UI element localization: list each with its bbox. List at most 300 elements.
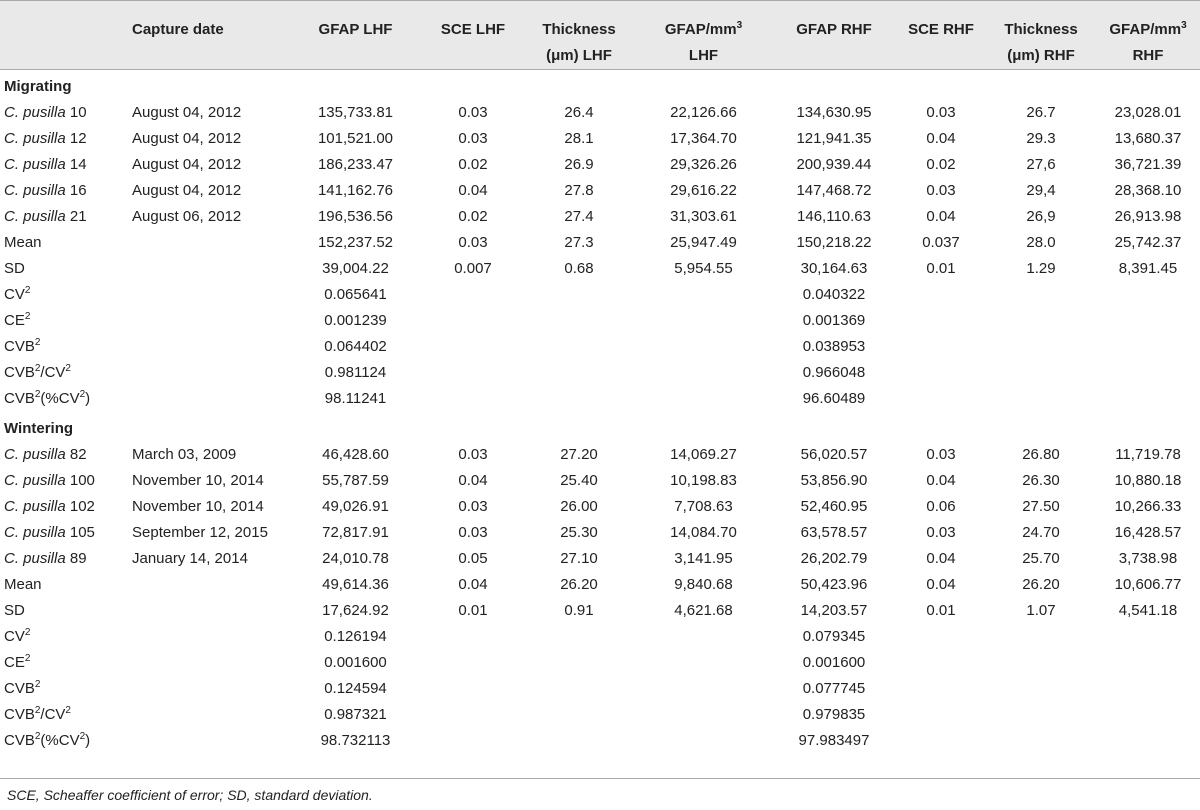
- value-cell: 0.03: [926, 524, 956, 541]
- stat-value-cell: [635, 386, 772, 412]
- value-cell: 14,069.27: [670, 446, 737, 463]
- column-header-5: [635, 0, 772, 70]
- table-row: [0, 468, 1200, 494]
- empty-cell: [128, 702, 288, 728]
- value-cell: 7,708.63: [674, 498, 733, 515]
- stat-value-cell: 25,742.37: [1114, 234, 1182, 251]
- value-cell: 0.02: [458, 208, 488, 225]
- empty-cell: [128, 650, 288, 676]
- value-cell: 0.04: [926, 208, 956, 225]
- stat-value-cell: 25,947.49: [670, 234, 737, 251]
- stat-value-cell: 98.732113: [320, 732, 391, 749]
- stat-value-cell: [523, 360, 635, 386]
- stat-row: [0, 598, 1200, 624]
- value-cell: 0.03: [458, 104, 488, 121]
- stat-label-cell: [0, 308, 128, 334]
- empty-cell: [128, 728, 288, 754]
- value-cell: 0.03: [458, 498, 488, 515]
- stat-value-cell: 0.01: [458, 602, 488, 619]
- stat-value-cell: [1096, 360, 1200, 386]
- value-cell: 13,680.37: [1114, 130, 1182, 147]
- stat-value-cell: 0.01: [926, 260, 956, 277]
- stat-label: CE: [4, 654, 25, 671]
- stat-label-cell: [0, 676, 128, 702]
- stat-value-cell: [635, 308, 772, 334]
- value-cell: 25.70: [1022, 550, 1060, 567]
- value-cell: 26.00: [560, 498, 598, 515]
- specimen-id: 82: [69, 446, 87, 463]
- stat-value-cell: [986, 360, 1096, 386]
- stat-value-cell: 0.91: [564, 602, 594, 619]
- value-cell: 0.04: [926, 472, 956, 489]
- stat-row: [0, 650, 1200, 676]
- species-name: C. pusilla: [4, 498, 66, 515]
- stat-label-cell: [0, 334, 128, 360]
- stat-value-cell: [986, 334, 1096, 360]
- stat-value-cell: 150,218.22: [796, 234, 872, 251]
- stat-value-cell: 8,391.45: [1118, 260, 1178, 277]
- species-name: C. pusilla: [4, 130, 66, 147]
- empty-cell: [128, 282, 288, 308]
- stat-label-cell: [0, 572, 128, 598]
- value-cell: 0.05: [458, 550, 488, 567]
- specimen-cell: [0, 494, 128, 520]
- value-cell: 26,202.79: [800, 550, 868, 567]
- stat-row: [0, 282, 1200, 308]
- value-cell: 36,721.39: [1114, 156, 1182, 173]
- stat-label: Mean: [4, 576, 42, 593]
- stat-value-cell: [635, 650, 772, 676]
- stat-value-cell: 0.037: [922, 234, 960, 251]
- table-row: [0, 520, 1200, 546]
- value-cell: 146,110.63: [797, 208, 871, 225]
- stat-label: Mean: [4, 234, 42, 251]
- stat-label-cell: [0, 282, 128, 308]
- stat-value-cell: [635, 360, 772, 386]
- stat-value-cell: [635, 676, 772, 702]
- table-row: [0, 100, 1200, 126]
- value-cell: 26.30: [1022, 472, 1060, 489]
- stat-value-cell: 0.966048: [802, 364, 866, 381]
- empty-cell: [128, 572, 288, 598]
- stat-value-cell: 0.001600: [324, 654, 387, 671]
- stat-value-cell: 96.60489: [802, 390, 866, 407]
- stat-label-sup2: 2: [79, 731, 86, 742]
- stat-value-cell: [986, 676, 1096, 702]
- stat-label-tail: (%CV: [40, 390, 80, 407]
- stat-value-cell: [635, 624, 772, 650]
- stat-value-cell: 27.3: [564, 234, 594, 251]
- stat-label-cell: [0, 230, 128, 256]
- stat-value-cell: [1096, 702, 1200, 728]
- stat-value-cell: 98.11241: [324, 390, 387, 407]
- stat-value-cell: 1.29: [1026, 260, 1056, 277]
- value-cell: 0.06: [926, 498, 956, 515]
- stat-value-cell: [1096, 282, 1200, 308]
- stat-value-cell: [896, 676, 986, 702]
- stat-label-cell: [0, 650, 128, 676]
- value-cell: 14,084.70: [670, 524, 737, 541]
- value-cell: 26.80: [1022, 446, 1060, 463]
- stat-value-cell: 30,164.63: [800, 260, 868, 277]
- empty-cell: [128, 676, 288, 702]
- value-cell: 0.04: [926, 130, 956, 147]
- value-cell: 0.03: [926, 104, 956, 121]
- capture-date-cell: March 03, 2009: [132, 446, 237, 463]
- stat-label: CVB: [4, 338, 35, 355]
- stat-value-cell: [423, 360, 523, 386]
- specimen-cell: [0, 178, 128, 204]
- stat-value-cell: [635, 282, 772, 308]
- value-cell: 72,817.91: [322, 524, 389, 541]
- stat-value-cell: 152,237.52: [317, 234, 394, 251]
- value-cell: 27.50: [1022, 498, 1060, 515]
- value-cell: 0.03: [926, 182, 956, 199]
- stat-value-cell: [423, 334, 523, 360]
- stat-value-cell: 0.124594: [324, 680, 387, 697]
- stat-value-cell: [423, 282, 523, 308]
- stat-value-cell: 0.04: [458, 576, 488, 593]
- value-cell: 17,364.70: [670, 130, 737, 147]
- stat-value-cell: 97.983497: [798, 732, 870, 749]
- value-cell: 26,913.98: [1114, 208, 1182, 225]
- empty-cell: [128, 230, 288, 256]
- capture-date-cell: November 10, 2014: [132, 472, 264, 489]
- empty-cell: [128, 256, 288, 282]
- specimen-id: 10: [69, 104, 87, 121]
- specimen-cell: [0, 126, 128, 152]
- value-cell: 52,460.95: [800, 498, 868, 515]
- value-cell: 27,6: [1026, 156, 1056, 173]
- stat-value-cell: 0.979835: [802, 706, 866, 723]
- value-cell: 141,162.76: [317, 182, 394, 199]
- stat-value-cell: 0.079345: [802, 628, 866, 645]
- footnote: SCE, Scheaffer coefficient of error; SD, standard deviation.: [7, 787, 373, 803]
- column-header-text2: RHF: [1132, 47, 1164, 64]
- table-row: [0, 494, 1200, 520]
- value-cell: 25.40: [560, 472, 598, 489]
- specimen-id: 100: [69, 472, 95, 489]
- value-cell: 16,428.57: [1114, 524, 1182, 541]
- stat-label-cell: [0, 702, 128, 728]
- stat-value-cell: [423, 386, 523, 412]
- value-cell: 55,787.59: [322, 472, 389, 489]
- stat-label-sup: 2: [34, 363, 41, 374]
- stat-value-cell: [423, 728, 523, 754]
- value-cell: 53,856.90: [800, 472, 868, 489]
- header-row: [0, 0, 1200, 70]
- value-cell: 135,733.81: [317, 104, 394, 121]
- column-header-sup: 3: [736, 20, 743, 31]
- specimen-cell: [0, 100, 128, 126]
- stat-value-cell: 0.01: [926, 602, 956, 619]
- stat-label-tail: /CV: [40, 706, 66, 723]
- stat-label-sup: 2: [24, 653, 31, 664]
- value-cell: 0.03: [458, 446, 488, 463]
- stat-label-sup: 2: [34, 337, 41, 348]
- stat-row: [0, 728, 1200, 754]
- value-cell: 27.10: [560, 550, 598, 567]
- stat-label-sup2: 2: [65, 705, 71, 716]
- stat-value-cell: 0.03: [458, 234, 488, 251]
- value-cell: 196,536.56: [317, 208, 394, 225]
- specimen-cell: [0, 442, 128, 468]
- value-cell: 200,939.44: [796, 156, 872, 173]
- value-cell: 24,010.78: [322, 550, 389, 567]
- column-header-6: [772, 0, 896, 70]
- column-header-text: Thickness (μm) RHF: [1004, 21, 1078, 64]
- value-cell: 28,368.10: [1114, 182, 1182, 199]
- specimen-cell: [0, 152, 128, 178]
- species-name: C. pusilla: [4, 472, 66, 489]
- specimen-id: 12: [69, 130, 87, 147]
- value-cell: 63,578.57: [800, 524, 868, 541]
- stat-value-cell: [1096, 308, 1200, 334]
- stat-row: [0, 360, 1200, 386]
- stat-value-cell: 26.20: [1022, 576, 1060, 593]
- stat-value-cell: [635, 702, 772, 728]
- capture-date-cell: January 14, 2014: [132, 550, 248, 567]
- value-cell: 24.70: [1022, 524, 1060, 541]
- specimen-cell: [0, 546, 128, 572]
- stat-row: [0, 256, 1200, 282]
- stat-value-cell: [896, 386, 986, 412]
- specimen-id: 89: [69, 550, 87, 567]
- column-header-8: [986, 0, 1096, 70]
- value-cell: 29,326.26: [670, 156, 737, 173]
- stat-label-cell: [0, 256, 128, 282]
- stat-value-cell: 4,621.68: [674, 602, 733, 619]
- stat-label: CV: [4, 286, 25, 303]
- stat-value-cell: [986, 308, 1096, 334]
- table-row: [0, 442, 1200, 468]
- stat-value-cell: [423, 702, 523, 728]
- species-name: C. pusilla: [4, 208, 66, 225]
- column-header-text: Capture date: [132, 21, 224, 38]
- stat-value-cell: [523, 282, 635, 308]
- stat-value-cell: 10,606.77: [1114, 576, 1182, 593]
- stat-label-sup2: 2: [65, 363, 71, 374]
- value-cell: 134,630.95: [796, 104, 872, 121]
- stat-value-cell: [986, 386, 1096, 412]
- empty-cell: [128, 624, 288, 650]
- stat-value-cell: 0.126194: [324, 628, 387, 645]
- bottom-rule: [0, 778, 1200, 779]
- stat-label: CVB: [4, 706, 35, 723]
- stat-label-sup: 2: [34, 679, 41, 690]
- stat-value-cell: 49,614.36: [322, 576, 389, 593]
- stat-value-cell: [1096, 650, 1200, 676]
- column-header-text: GFAP/mm: [1109, 21, 1182, 38]
- column-header-9: [1096, 0, 1200, 70]
- value-cell: 46,428.60: [322, 446, 389, 463]
- stat-value-cell: [986, 702, 1096, 728]
- stat-value-cell: [1096, 624, 1200, 650]
- value-cell: 11,719.78: [1115, 446, 1181, 463]
- stat-value-cell: 0.007: [454, 260, 492, 277]
- specimen-id: 105: [69, 524, 95, 541]
- species-name: C. pusilla: [4, 550, 66, 567]
- value-cell: 0.04: [458, 182, 488, 199]
- empty-cell: [128, 360, 288, 386]
- stat-value-cell: [523, 334, 635, 360]
- stat-label-sup2: 2: [79, 389, 86, 400]
- stat-value-cell: 50,423.96: [800, 576, 868, 593]
- value-cell: 0.03: [458, 524, 488, 541]
- stat-value-cell: 0.987321: [324, 706, 387, 723]
- column-header-text: GFAP RHF: [796, 21, 872, 38]
- column-header-text: SCE RHF: [908, 21, 974, 38]
- stat-label-sup: 2: [34, 705, 41, 716]
- stat-value-cell: [1096, 334, 1200, 360]
- stat-value-cell: 0.040322: [802, 286, 866, 303]
- species-name: C. pusilla: [4, 104, 66, 121]
- value-cell: 28.1: [564, 130, 594, 147]
- empty-cell: [128, 334, 288, 360]
- stat-row: [0, 676, 1200, 702]
- stat-value-cell: 0.04: [926, 576, 956, 593]
- stat-value-cell: 0.065641: [324, 286, 387, 303]
- stat-value-cell: [523, 728, 635, 754]
- top-rule: [0, 0, 1200, 1]
- stat-label: CVB: [4, 390, 35, 407]
- stat-label: CVB: [4, 680, 35, 697]
- value-cell: 25.30: [560, 524, 598, 541]
- value-cell: 29.3: [1026, 130, 1056, 147]
- stat-row: [0, 702, 1200, 728]
- value-cell: 3,738.98: [1118, 550, 1178, 567]
- stat-value-cell: 28.0: [1026, 234, 1056, 251]
- value-cell: 10,198.83: [670, 472, 737, 489]
- stat-value-cell: [896, 702, 986, 728]
- column-header-7: [896, 0, 986, 70]
- stat-label: SD: [4, 602, 25, 619]
- table-row: [0, 204, 1200, 230]
- column-header-text2: LHF: [688, 47, 719, 64]
- column-header-text: SCE LHF: [440, 21, 506, 38]
- stat-value-cell: [1096, 676, 1200, 702]
- value-cell: 26,9: [1026, 208, 1056, 225]
- value-cell: 56,020.57: [800, 446, 868, 463]
- stat-value-cell: [423, 650, 523, 676]
- empty-cell: [128, 308, 288, 334]
- section-title: Migrating: [4, 78, 72, 95]
- table-row: [0, 126, 1200, 152]
- stat-label: CVB: [4, 364, 35, 381]
- stat-row: [0, 308, 1200, 334]
- capture-date-cell: November 10, 2014: [132, 498, 264, 515]
- stat-label: CV: [4, 628, 25, 645]
- column-header-0: [0, 0, 128, 70]
- stat-label-sup: 2: [34, 389, 41, 400]
- value-cell: 3,141.95: [674, 550, 733, 567]
- column-header-2: [288, 0, 423, 70]
- value-cell: 0.03: [458, 130, 488, 147]
- stat-value-cell: [896, 334, 986, 360]
- stat-label-cell: [0, 386, 128, 412]
- stat-value-cell: 4,541.18: [1118, 602, 1178, 619]
- value-cell: 147,468.72: [796, 182, 872, 199]
- stat-value-cell: 14,203.57: [800, 602, 868, 619]
- value-cell: 10,266.33: [1114, 498, 1182, 515]
- column-header-1: [128, 0, 288, 70]
- stat-row: [0, 624, 1200, 650]
- stat-value-cell: 0.981124: [324, 364, 387, 381]
- table-row: [0, 152, 1200, 178]
- value-cell: 186,233.47: [317, 156, 394, 173]
- stat-value-cell: 0.064402: [324, 338, 387, 355]
- specimen-cell: [0, 204, 128, 230]
- species-name: C. pusilla: [4, 156, 66, 173]
- stat-value-cell: [635, 334, 772, 360]
- stat-value-cell: [423, 624, 523, 650]
- stat-label-tail: (%CV: [40, 732, 80, 749]
- column-header-3: [423, 0, 523, 70]
- stat-label: CVB: [4, 732, 35, 749]
- species-name: C. pusilla: [4, 182, 66, 199]
- stat-label-cell: [0, 624, 128, 650]
- column-header-text: GFAP LHF: [318, 21, 393, 38]
- stat-label-cell: [0, 360, 128, 386]
- specimen-id: 21: [69, 208, 87, 225]
- species-name: C. pusilla: [4, 446, 66, 463]
- value-cell: 10,880.18: [1114, 472, 1182, 489]
- value-cell: 26.9: [564, 156, 594, 173]
- value-cell: 0.03: [926, 446, 956, 463]
- value-cell: 22,126.66: [670, 104, 737, 121]
- stat-value-cell: [523, 650, 635, 676]
- stat-value-cell: [896, 282, 986, 308]
- stat-value-cell: 0.001239: [324, 312, 387, 329]
- section-row: [0, 70, 1200, 101]
- value-cell: 29,4: [1026, 182, 1056, 199]
- capture-date-cell: August 04, 2012: [132, 104, 242, 121]
- stat-value-cell: [896, 360, 986, 386]
- capture-date-cell: August 06, 2012: [132, 208, 242, 225]
- section-title: Wintering: [4, 420, 74, 437]
- capture-date-cell: August 04, 2012: [132, 182, 242, 199]
- stat-label-tail2: ): [85, 732, 91, 749]
- stat-value-cell: [1096, 728, 1200, 754]
- column-header-4: [523, 0, 635, 70]
- stat-value-cell: 17,624.92: [322, 602, 389, 619]
- specimen-id: 14: [69, 156, 87, 173]
- value-cell: 0.02: [926, 156, 956, 173]
- table-row: [0, 178, 1200, 204]
- stat-value-cell: [1096, 386, 1200, 412]
- table-row: [0, 546, 1200, 572]
- stat-value-cell: [523, 308, 635, 334]
- value-cell: 31,303.61: [670, 208, 737, 225]
- stat-value-cell: 39,004.22: [322, 260, 389, 277]
- stat-value-cell: 1.07: [1026, 602, 1056, 619]
- stat-label: CE: [4, 312, 25, 329]
- stat-value-cell: [523, 676, 635, 702]
- stat-value-cell: [986, 728, 1096, 754]
- empty-cell: [128, 386, 288, 412]
- stat-value-cell: [896, 308, 986, 334]
- specimen-cell: [0, 468, 128, 494]
- value-cell: 27.8: [564, 182, 594, 199]
- stat-row: [0, 230, 1200, 256]
- stat-label-sup: 2: [24, 285, 31, 296]
- stat-value-cell: [896, 624, 986, 650]
- stat-value-cell: [896, 728, 986, 754]
- stat-label-cell: [0, 598, 128, 624]
- stat-row: [0, 386, 1200, 412]
- specimen-cell: [0, 520, 128, 546]
- column-header-sup: 3: [1181, 20, 1187, 31]
